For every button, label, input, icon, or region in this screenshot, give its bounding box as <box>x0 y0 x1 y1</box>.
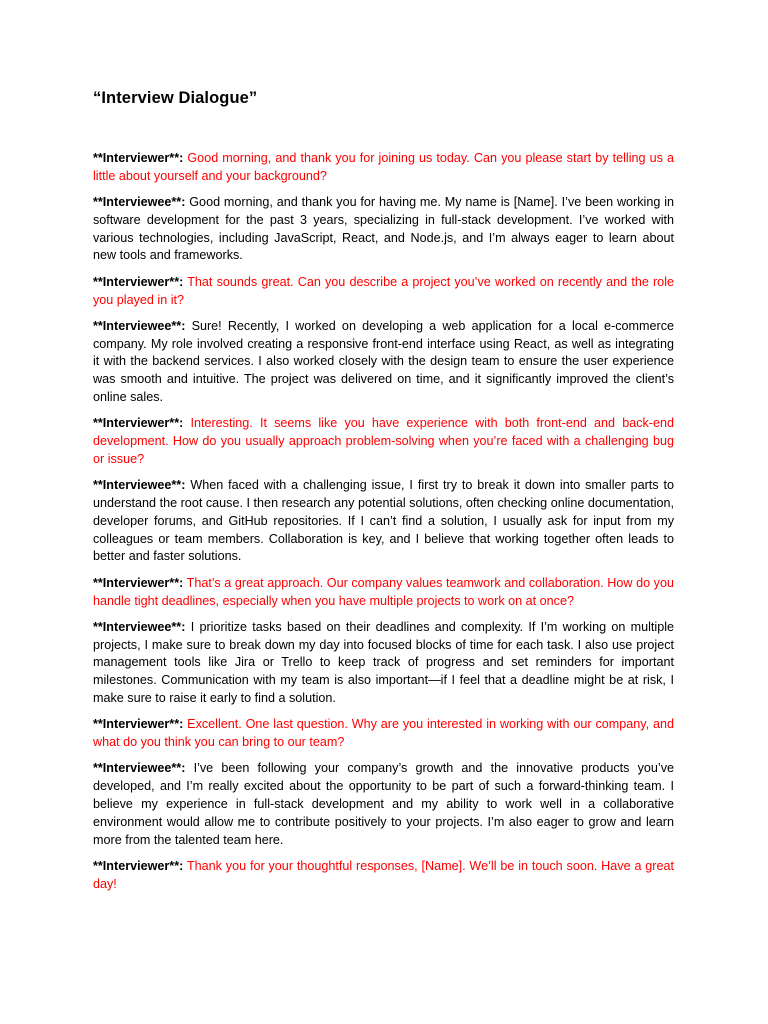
dialogue-turn-interviewer <box>93 150 674 186</box>
interviewer-question: Good morning, and thank you for joining us today. Can you please start by telling us a little about yourself and your background? <box>93 151 675 183</box>
interviewee-answer: I prioritize tasks based on their deadlines and complexity. If I’m working on multiple projects, I make sure to break down my day into focused blocks of time for each task. I also use project management tools like Jira or Trello to keep track of progress and set reminders for important milestones. Communication with my team is also important—if I feel that a deadline might be at risk, I make sure to raise it early to find a solution. <box>93 619 675 706</box>
speaker-label: **Interviewer**: <box>93 151 184 165</box>
interviewer-question: That sounds great. Can you describe a project you’ve worked on recently and the role you played in it? <box>93 274 674 307</box>
speaker-label: **Interviewer**: <box>93 858 184 873</box>
dialogue-turn-interviewee <box>93 194 674 265</box>
dialogue-turn-interviewer <box>93 716 674 752</box>
interviewer-question: Thank you for your thoughtful responses, [Name]. We’ll be in touch soon. Have a great day! <box>93 858 675 891</box>
document-page <box>93 84 674 902</box>
interviewee-answer: Sure! Recently, I worked on developing a web application for a local e-commerce company. My role involved creating a responsive front-end interface using React, as well as integrating it with the backend services. I also worked closely with the design team to ensure the user experience was smooth and intuitive. The project was delivered on time, and it significantly improved the client’s online sales. <box>93 318 674 405</box>
speaker-label: **Interviewer**: <box>93 575 184 590</box>
speaker-label: **Interviewee**: <box>93 761 186 776</box>
dialogue-turn-interviewee <box>93 318 674 407</box>
dialogue-turn-interviewer <box>93 858 674 894</box>
document-title: “Interview Dialogue” <box>93 89 258 107</box>
interviewee-answer: Good morning, and thank you for having me. My name is [Name]. I’ve been working in software development for the past 3 years, specializing in full-stack development. I’ve worked with various technologies, including JavaScript, React, and Node.js, and I’m always eager to learn about new tools and frameworks. <box>93 195 674 263</box>
interviewer-question: That’s a great approach. Our company values teamwork and collaboration. How do you handle tight deadlines, especially when you have multiple projects to work on at once? <box>93 575 674 608</box>
speaker-label: **Interviewer**: <box>93 274 184 289</box>
dialogue-turn-interviewer <box>93 274 674 310</box>
speaker-label: **Interviewee**: <box>93 195 186 210</box>
speaker-label: **Interviewee**: <box>93 619 186 634</box>
dialogue-turn-interviewer <box>93 575 674 611</box>
dialogue-turn-interviewee <box>93 619 674 708</box>
dialogue-turn-interviewer <box>93 415 674 468</box>
dialogue-turn-interviewee <box>93 477 674 566</box>
interviewer-question: Excellent. One last question. Why are you interested in working with our company, and what do you think you can bring to our team? <box>93 717 675 750</box>
speaker-label: **Interviewee**: <box>93 318 186 333</box>
speaker-label: **Interviewer**: <box>93 717 184 732</box>
interviewee-answer: I’ve been following your company’s growth and the innovative products you’ve developed, and I’m really excited about the opportunity to be part of such a forward-thinking team. I believe my experience in full-stack development and my ability to work well in a collaborative environment would allow me to contribute positively to your projects. I’m also eager to grow and learn more from the talented team here. <box>93 761 675 847</box>
speaker-label: **Interviewer**: <box>93 416 184 431</box>
speaker-label: **Interviewee**: <box>93 478 186 493</box>
interviewer-question: Interesting. It seems like you have experience with both front-end and back-end development. How do you usually approach problem-solving when you’re faced with a challenging bug or issue? <box>93 416 674 466</box>
interviewee-answer: When faced with a challenging issue, I first try to break it down into smaller parts to understand the root cause. I then research any potential solutions, often checking online documentation, developer forums, and GitHub repositories. If I can’t find a solution, I usually ask for input from my colleagues or team members. Collaboration is key, and I believe that working together often leads to better and faster solutions. <box>93 478 674 564</box>
dialogue-turn-interviewee <box>93 760 674 849</box>
